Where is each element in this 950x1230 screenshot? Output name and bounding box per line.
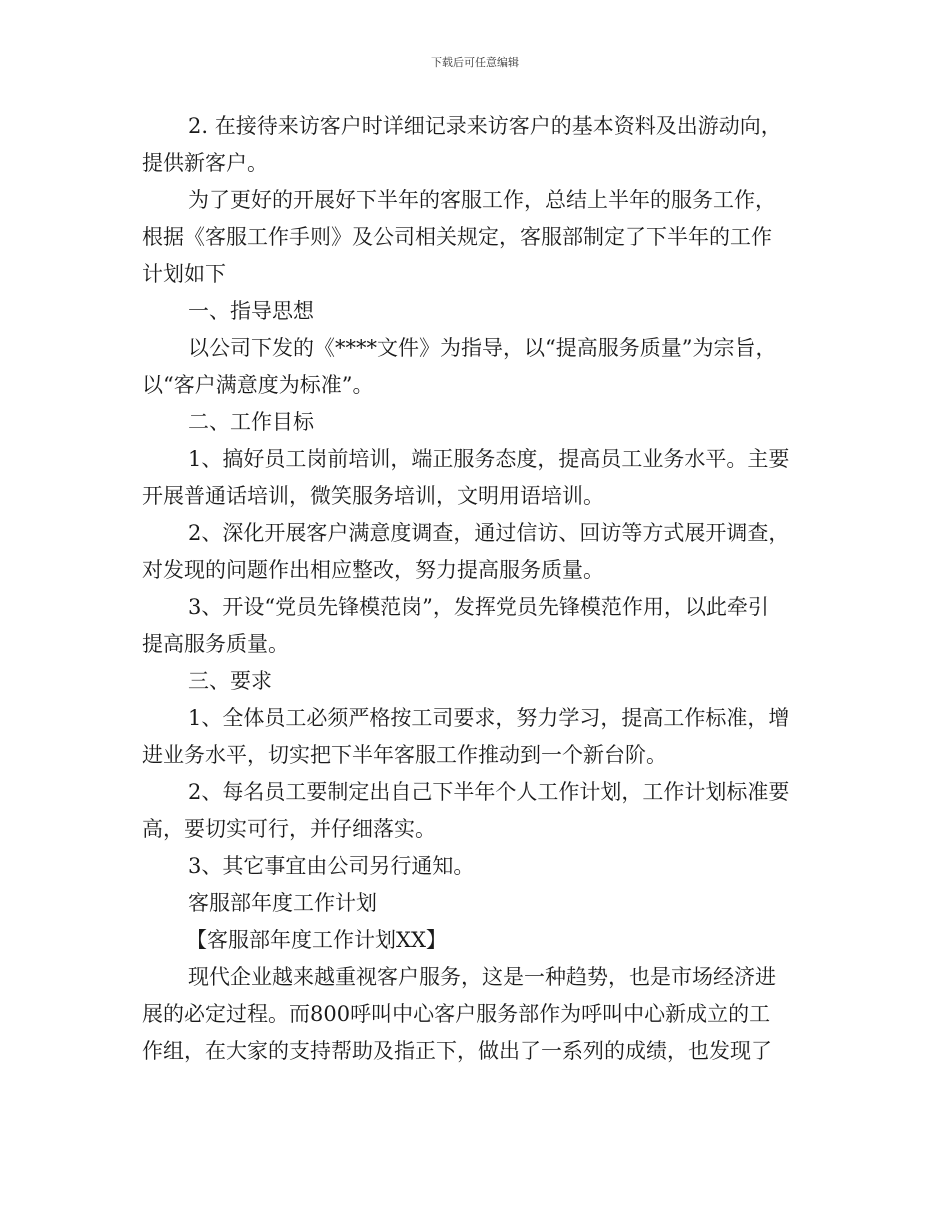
text-line: 2. 在接待来访客户时详细记录来访客户的基本资料及出游动向， [188,114,782,138]
page-header: 下载后可任意编辑 [431,56,519,69]
text-line: 开展普通话培训，微笑服务培训，文明用语培训。 [142,484,604,508]
document-title: 客服部年度工作计划 [188,891,377,915]
text-line: 作组，在大家的支持帮助及指正下，做出了一系列的成绩，也发现了 [142,1039,772,1063]
text-line: 3、开设“党员先锋模范岗”，发挥党员先锋模范作用，以此牵引 [188,595,769,619]
text-line: 提供新客户。 [142,151,268,175]
text-line: 进业务水平，切实把下半年客服工作推动到一个新台阶。 [142,743,667,767]
text-line: 1、全体员工必须严格按工司要求，努力学习，提高工作标准，增 [188,706,790,730]
section-heading: 二、工作目标 [188,410,314,434]
text-line: 3、其它事宜由公司另行通知。 [188,854,475,878]
section-heading: 三、要求 [188,669,272,693]
text-line: 1、搞好员工岗前培训，端正服务态度，提高员工业务水平。主要 [188,447,790,471]
text-line: 为了更好的开展好下半年的客服工作，总结上半年的服务工作， [188,188,776,212]
text-line: 高，要切实可行，并仔细落实。 [142,817,436,841]
document-body [142,108,810,1070]
text-line: 2、每名员工要制定出自己下半年个人工作计划，工作计划标准要 [188,780,790,804]
text-line: 展的必定过程。而800呼叫中心客户服务部作为呼叫中心新成立的工 [142,1002,771,1026]
text-line: 以公司下发的《****文件》为指导，以“提高服务质量”为宗旨， [188,336,777,360]
text-line: 以“客户满意度为标准”。 [142,373,374,397]
text-line: 根据《客服工作手则》及公司相关规定，客服部制定了下半年的工作 [142,225,772,249]
text-line: 对发现的问题作出相应整改，努力提高服务质量。 [142,558,604,582]
section-heading: 一、指导思想 [188,299,314,323]
text-line: 现代企业越来越重视客户服务，这是一种趋势，也是市场经济进 [188,965,776,989]
bracket-title: 【客服部年度工作计划XX】 [186,928,447,952]
text-line: 提高服务质量。 [142,632,289,656]
text-line: 计划如下 [142,262,226,286]
text-line: 2、深化开展客户满意度调查，通过信访、回访等方式展开调查， [188,521,790,545]
